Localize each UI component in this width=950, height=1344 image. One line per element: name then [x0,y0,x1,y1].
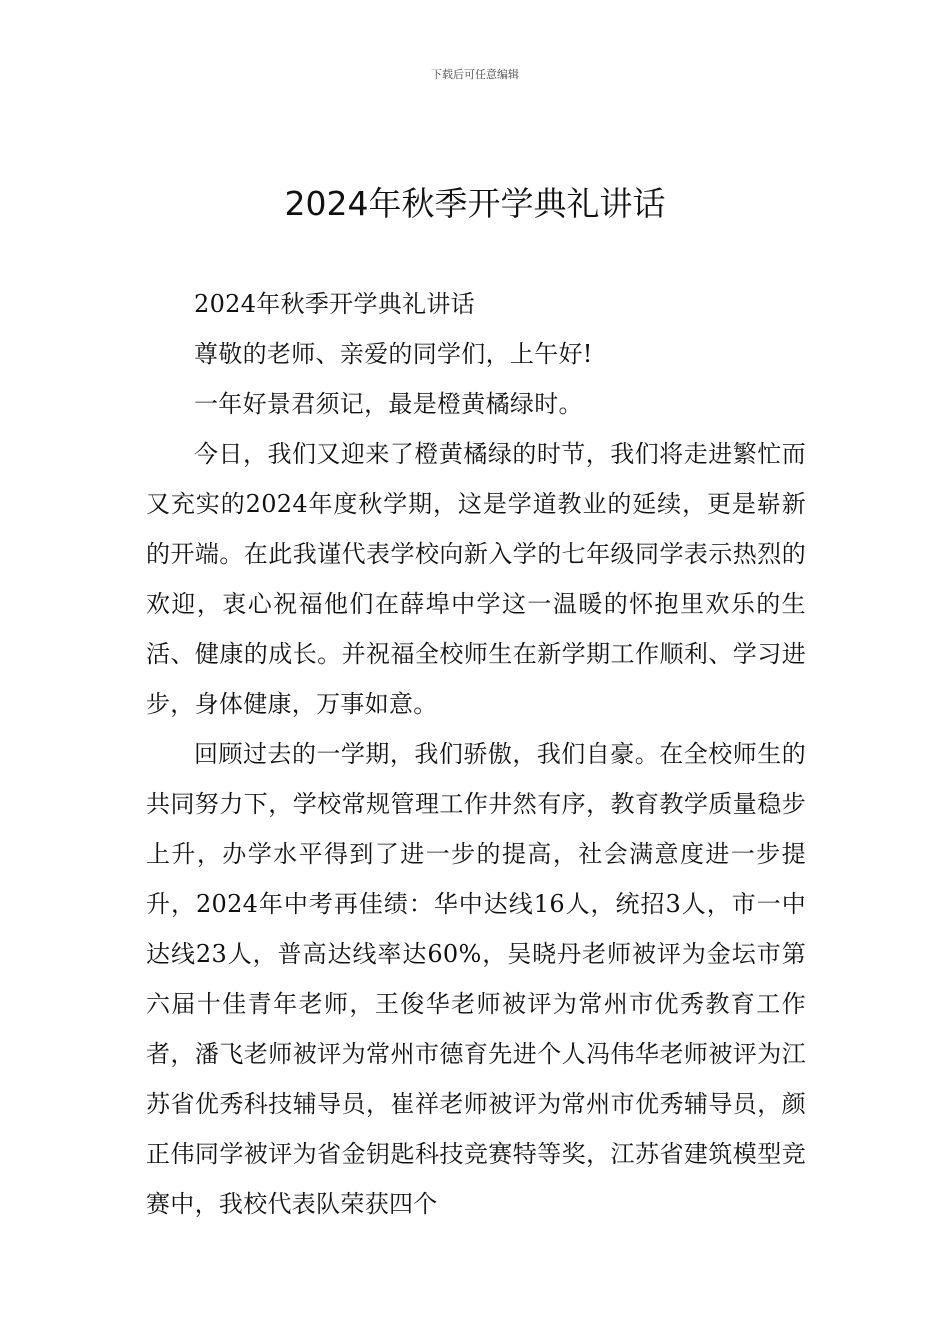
paragraph-verse: 一年好景君须记，最是橙黄橘绿时。 [194,390,583,418]
header-note: 下载后可任意编辑 [431,68,519,81]
paragraph-welcome: 今日，我们又迎来了橙黄橘绿的时节，我们将走进繁忙而又充实的2024年度秋学期，这是学道教业的延续，更是崭新的开端。在此我谨代表学校向新入学的七年级同学表示热烈的欢迎，衷心祝福他们在薛埠中学这一温暖的怀抱里欢乐的生活、健康的成长。并祝福全校师生在新学期工作顺利、学习进步，身体健康，万事如意。 [146,440,806,718]
paragraph-subtitle: 2024年秋季开学典礼讲话 [194,290,475,318]
paragraph-review: 回顾过去的一学期，我们骄傲，我们自豪。在全校师生的共同努力下，学校常规管理工作井然有序，教育教学质量稳步上升，办学水平得到了进一步的提高，社会满意度进一步提升，2024年中考再佳绩：华中达线16人，统招3人，市一中达线23人，普高达线率达60%，吴晓丹老师被评为金坛市第六届十佳青年老师，王俊华老师被评为常州市优秀教育工作者，潘飞老师被评为常州市德育先进个人冯伟华老师被评为江苏省优秀科技辅导员，崔祥老师被评为常州市优秀辅导员，颜正伟同学被评为省金钥匙科技竞赛特等奖，江苏省建筑模型竞赛中，我校代表队荣获四个 [146,740,806,1218]
paragraph-greeting: 尊敬的老师、亲爱的同学们，上午好! [194,340,593,368]
document-body [146,279,806,1229]
document-title: 2024年秋季开学典礼讲话 [284,184,666,223]
